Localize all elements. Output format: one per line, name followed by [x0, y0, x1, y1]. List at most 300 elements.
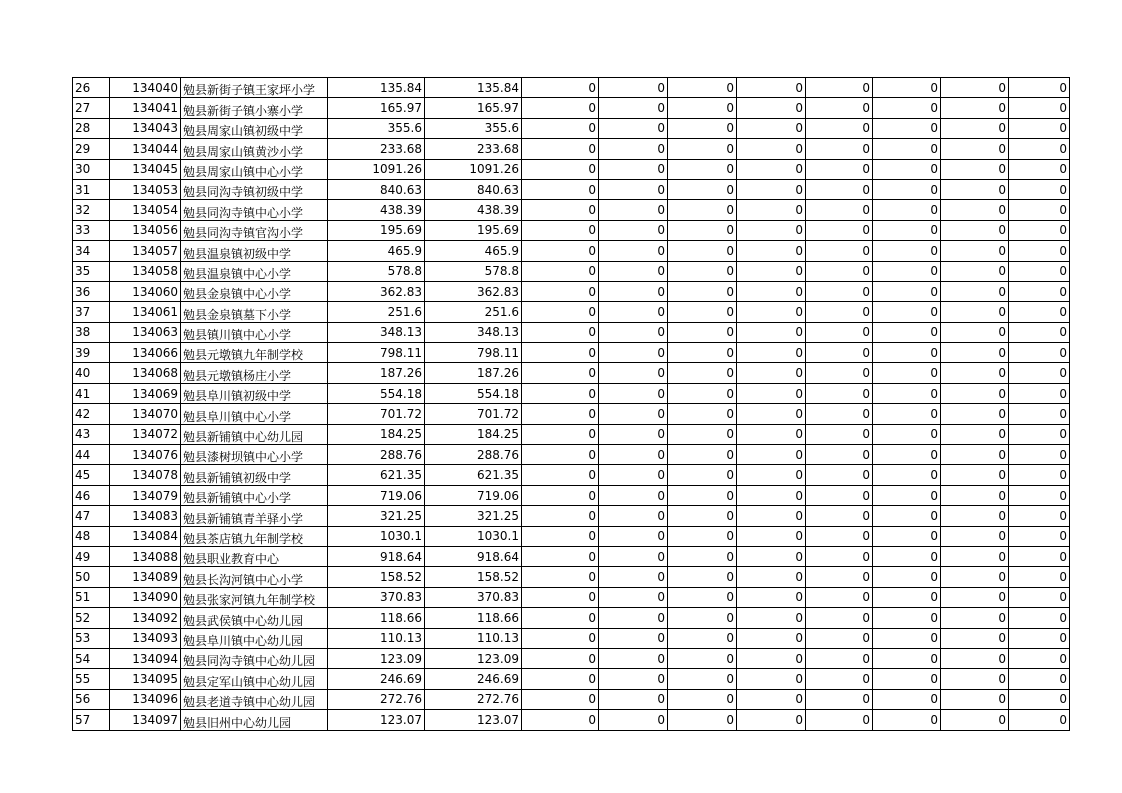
table-row — [73, 200, 1070, 220]
unit-code-cell: 134072 — [110, 424, 181, 444]
amount-col-3-cell: 0 — [668, 383, 737, 403]
amount-total-cell: 798.11 — [328, 343, 425, 363]
amount-col-3-cell: 0 — [668, 689, 737, 709]
amount-col-1-cell: 0 — [522, 159, 599, 179]
amount-subtotal-cell: 272.76 — [425, 689, 522, 709]
unit-code-cell: 134060 — [110, 281, 181, 301]
amount-subtotal-cell: 1091.26 — [425, 159, 522, 179]
amount-col-4-cell: 0 — [737, 220, 806, 240]
row-index-cell: 38 — [73, 322, 110, 342]
unit-name-cell: 勉县元墩镇杨庄小学 — [181, 363, 328, 383]
amount-col-2-cell: 0 — [599, 322, 668, 342]
row-index-cell: 53 — [73, 628, 110, 648]
amount-col-7-cell: 0 — [941, 78, 1009, 98]
amount-subtotal-cell: 554.18 — [425, 383, 522, 403]
table-row — [73, 485, 1070, 505]
unit-name-cell: 勉县张家河镇九年制学校 — [181, 587, 328, 607]
amount-col-7-cell: 0 — [941, 710, 1009, 730]
amount-col-4-cell: 0 — [737, 567, 806, 587]
amount-col-5-cell: 0 — [806, 506, 873, 526]
amount-col-1-cell: 0 — [522, 546, 599, 566]
unit-name-cell: 勉县同沟寺镇中心小学 — [181, 200, 328, 220]
amount-col-5-cell: 0 — [806, 241, 873, 261]
amount-total-cell: 288.76 — [328, 445, 425, 465]
amount-col-1-cell: 0 — [522, 322, 599, 342]
amount-col-4-cell: 0 — [737, 363, 806, 383]
amount-col-6-cell: 0 — [873, 383, 941, 403]
amount-col-5-cell: 0 — [806, 445, 873, 465]
amount-col-3-cell: 0 — [668, 669, 737, 689]
amount-col-5-cell: 0 — [806, 200, 873, 220]
amount-col-2-cell: 0 — [599, 200, 668, 220]
amount-col-6-cell: 0 — [873, 179, 941, 199]
table-row — [73, 139, 1070, 159]
unit-name-cell: 勉县温泉镇初级中学 — [181, 241, 328, 261]
amount-col-7-cell: 0 — [941, 281, 1009, 301]
table-row — [73, 648, 1070, 668]
amount-col-1-cell: 0 — [522, 628, 599, 648]
amount-subtotal-cell: 158.52 — [425, 567, 522, 587]
amount-subtotal-cell: 135.84 — [425, 78, 522, 98]
amount-col-7-cell: 0 — [941, 506, 1009, 526]
unit-code-cell: 134054 — [110, 200, 181, 220]
unit-name-cell: 勉县新铺镇青羊驿小学 — [181, 506, 328, 526]
unit-code-cell: 134069 — [110, 383, 181, 403]
row-index-cell: 33 — [73, 220, 110, 240]
amount-col-6-cell: 0 — [873, 546, 941, 566]
amount-col-3-cell: 0 — [668, 139, 737, 159]
amount-col-1-cell: 0 — [522, 669, 599, 689]
unit-name-cell: 勉县旧州中心幼儿园 — [181, 710, 328, 730]
row-index-cell: 52 — [73, 608, 110, 628]
amount-col-7-cell: 0 — [941, 261, 1009, 281]
amount-col-6-cell: 0 — [873, 159, 941, 179]
amount-col-3-cell: 0 — [668, 465, 737, 485]
amount-col-2-cell: 0 — [599, 281, 668, 301]
row-index-cell: 44 — [73, 445, 110, 465]
amount-col-3-cell: 0 — [668, 404, 737, 424]
amount-col-4-cell: 0 — [737, 159, 806, 179]
amount-col-1-cell: 0 — [522, 608, 599, 628]
unit-name-cell: 勉县职业教育中心 — [181, 546, 328, 566]
table-row — [73, 261, 1070, 281]
amount-subtotal-cell: 578.8 — [425, 261, 522, 281]
amount-subtotal-cell: 362.83 — [425, 281, 522, 301]
amount-total-cell: 110.13 — [328, 628, 425, 648]
amount-col-6-cell: 0 — [873, 648, 941, 668]
amount-col-4-cell: 0 — [737, 485, 806, 505]
amount-col-7-cell: 0 — [941, 98, 1009, 118]
amount-col-3-cell: 0 — [668, 159, 737, 179]
amount-col-3-cell: 0 — [668, 241, 737, 261]
amount-col-2-cell: 0 — [599, 567, 668, 587]
amount-col-8-cell: 0 — [1009, 424, 1070, 444]
amount-col-6-cell: 0 — [873, 241, 941, 261]
amount-col-2-cell: 0 — [599, 445, 668, 465]
amount-total-cell: 158.52 — [328, 567, 425, 587]
row-index-cell: 40 — [73, 363, 110, 383]
amount-col-4-cell: 0 — [737, 241, 806, 261]
amount-col-8-cell: 0 — [1009, 628, 1070, 648]
table-row — [73, 445, 1070, 465]
amount-col-1-cell: 0 — [522, 424, 599, 444]
amount-col-4-cell: 0 — [737, 139, 806, 159]
unit-name-cell: 勉县周家山镇初级中学 — [181, 118, 328, 138]
amount-col-5-cell: 0 — [806, 710, 873, 730]
amount-col-5-cell: 0 — [806, 608, 873, 628]
amount-subtotal-cell: 348.13 — [425, 322, 522, 342]
amount-col-5-cell: 0 — [806, 485, 873, 505]
amount-col-6-cell: 0 — [873, 404, 941, 424]
amount-total-cell: 621.35 — [328, 465, 425, 485]
amount-col-3-cell: 0 — [668, 281, 737, 301]
amount-col-7-cell: 0 — [941, 485, 1009, 505]
amount-total-cell: 272.76 — [328, 689, 425, 709]
amount-col-7-cell: 0 — [941, 383, 1009, 403]
amount-col-4-cell: 0 — [737, 98, 806, 118]
amount-total-cell: 195.69 — [328, 220, 425, 240]
amount-col-2-cell: 0 — [599, 628, 668, 648]
amount-col-8-cell: 0 — [1009, 241, 1070, 261]
unit-name-cell: 勉县新铺镇初级中学 — [181, 465, 328, 485]
amount-col-8-cell: 0 — [1009, 669, 1070, 689]
unit-name-cell: 勉县新铺镇中心小学 — [181, 485, 328, 505]
amount-col-4-cell: 0 — [737, 445, 806, 465]
amount-col-3-cell: 0 — [668, 220, 737, 240]
amount-col-7-cell: 0 — [941, 546, 1009, 566]
amount-col-8-cell: 0 — [1009, 546, 1070, 566]
amount-col-4-cell: 0 — [737, 465, 806, 485]
amount-col-6-cell: 0 — [873, 281, 941, 301]
unit-code-cell: 134070 — [110, 404, 181, 424]
amount-col-6-cell: 0 — [873, 261, 941, 281]
amount-col-1-cell: 0 — [522, 587, 599, 607]
unit-code-cell: 134040 — [110, 78, 181, 98]
row-index-cell: 49 — [73, 546, 110, 566]
amount-col-1-cell: 0 — [522, 179, 599, 199]
unit-code-cell: 134043 — [110, 118, 181, 138]
unit-code-cell: 134090 — [110, 587, 181, 607]
unit-code-cell: 134066 — [110, 343, 181, 363]
row-index-cell: 42 — [73, 404, 110, 424]
amount-col-8-cell: 0 — [1009, 587, 1070, 607]
amount-col-7-cell: 0 — [941, 669, 1009, 689]
amount-col-8-cell: 0 — [1009, 261, 1070, 281]
amount-col-8-cell: 0 — [1009, 78, 1070, 98]
row-index-cell: 29 — [73, 139, 110, 159]
amount-col-5-cell: 0 — [806, 261, 873, 281]
amount-col-8-cell: 0 — [1009, 220, 1070, 240]
unit-code-cell: 134045 — [110, 159, 181, 179]
amount-col-7-cell: 0 — [941, 404, 1009, 424]
amount-col-1-cell: 0 — [522, 404, 599, 424]
amount-col-6-cell: 0 — [873, 710, 941, 730]
amount-col-7-cell: 0 — [941, 200, 1009, 220]
amount-col-5-cell: 0 — [806, 78, 873, 98]
amount-col-2-cell: 0 — [599, 179, 668, 199]
table-row — [73, 587, 1070, 607]
table-row — [73, 710, 1070, 730]
amount-total-cell: 187.26 — [328, 363, 425, 383]
amount-col-2-cell: 0 — [599, 78, 668, 98]
unit-code-cell: 134088 — [110, 546, 181, 566]
amount-col-4-cell: 0 — [737, 506, 806, 526]
amount-col-4-cell: 0 — [737, 608, 806, 628]
amount-col-5-cell: 0 — [806, 98, 873, 118]
amount-subtotal-cell: 438.39 — [425, 200, 522, 220]
amount-col-1-cell: 0 — [522, 200, 599, 220]
amount-col-8-cell: 0 — [1009, 648, 1070, 668]
unit-name-cell: 勉县武侯镇中心幼儿园 — [181, 608, 328, 628]
amount-total-cell: 701.72 — [328, 404, 425, 424]
amount-col-2-cell: 0 — [599, 424, 668, 444]
amount-subtotal-cell: 701.72 — [425, 404, 522, 424]
amount-col-1-cell: 0 — [522, 710, 599, 730]
amount-subtotal-cell: 719.06 — [425, 485, 522, 505]
unit-code-cell: 134063 — [110, 322, 181, 342]
row-index-cell: 47 — [73, 506, 110, 526]
amount-col-1-cell: 0 — [522, 98, 599, 118]
row-index-cell: 31 — [73, 179, 110, 199]
amount-total-cell: 321.25 — [328, 506, 425, 526]
amount-subtotal-cell: 840.63 — [425, 179, 522, 199]
amount-col-5-cell: 0 — [806, 159, 873, 179]
amount-col-7-cell: 0 — [941, 241, 1009, 261]
amount-col-5-cell: 0 — [806, 648, 873, 668]
amount-col-8-cell: 0 — [1009, 710, 1070, 730]
amount-total-cell: 578.8 — [328, 261, 425, 281]
amount-col-7-cell: 0 — [941, 567, 1009, 587]
amount-col-4-cell: 0 — [737, 179, 806, 199]
amount-col-7-cell: 0 — [941, 445, 1009, 465]
row-index-cell: 57 — [73, 710, 110, 730]
table-row — [73, 669, 1070, 689]
table-row — [73, 322, 1070, 342]
amount-col-4-cell: 0 — [737, 546, 806, 566]
amount-col-5-cell: 0 — [806, 669, 873, 689]
unit-code-cell: 134095 — [110, 669, 181, 689]
amount-col-4-cell: 0 — [737, 322, 806, 342]
table-row — [73, 159, 1070, 179]
table-row — [73, 506, 1070, 526]
amount-col-8-cell: 0 — [1009, 485, 1070, 505]
table-row — [73, 404, 1070, 424]
unit-name-cell: 勉县金泉镇中心小学 — [181, 281, 328, 301]
unit-code-cell: 134044 — [110, 139, 181, 159]
amount-col-8-cell: 0 — [1009, 281, 1070, 301]
amount-col-8-cell: 0 — [1009, 302, 1070, 322]
row-index-cell: 35 — [73, 261, 110, 281]
amount-col-3-cell: 0 — [668, 567, 737, 587]
amount-col-7-cell: 0 — [941, 628, 1009, 648]
amount-col-7-cell: 0 — [941, 343, 1009, 363]
amount-total-cell: 348.13 — [328, 322, 425, 342]
amount-col-3-cell: 0 — [668, 363, 737, 383]
amount-total-cell: 465.9 — [328, 241, 425, 261]
unit-name-cell: 勉县周家山镇中心小学 — [181, 159, 328, 179]
row-index-cell: 26 — [73, 78, 110, 98]
unit-code-cell: 134089 — [110, 567, 181, 587]
amount-col-7-cell: 0 — [941, 608, 1009, 628]
amount-col-5-cell: 0 — [806, 628, 873, 648]
row-index-cell: 41 — [73, 383, 110, 403]
amount-col-6-cell: 0 — [873, 118, 941, 138]
amount-col-3-cell: 0 — [668, 78, 737, 98]
amount-col-4-cell: 0 — [737, 281, 806, 301]
amount-col-8-cell: 0 — [1009, 383, 1070, 403]
amount-col-3-cell: 0 — [668, 200, 737, 220]
amount-col-8-cell: 0 — [1009, 445, 1070, 465]
amount-col-5-cell: 0 — [806, 567, 873, 587]
row-index-cell: 45 — [73, 465, 110, 485]
row-index-cell: 43 — [73, 424, 110, 444]
amount-col-7-cell: 0 — [941, 689, 1009, 709]
amount-subtotal-cell: 465.9 — [425, 241, 522, 261]
row-index-cell: 55 — [73, 669, 110, 689]
unit-name-cell: 勉县茶店镇九年制学校 — [181, 526, 328, 546]
amount-col-2-cell: 0 — [599, 98, 668, 118]
amount-subtotal-cell: 123.09 — [425, 648, 522, 668]
table-row — [73, 302, 1070, 322]
amount-col-2-cell: 0 — [599, 404, 668, 424]
amount-col-3-cell: 0 — [668, 179, 737, 199]
amount-col-1-cell: 0 — [522, 78, 599, 98]
table-row — [73, 628, 1070, 648]
unit-name-cell: 勉县镇川镇中心小学 — [181, 322, 328, 342]
amount-col-8-cell: 0 — [1009, 118, 1070, 138]
table-body — [73, 78, 1070, 731]
amount-col-3-cell: 0 — [668, 648, 737, 668]
amount-col-2-cell: 0 — [599, 608, 668, 628]
amount-col-5-cell: 0 — [806, 546, 873, 566]
amount-col-6-cell: 0 — [873, 485, 941, 505]
amount-col-8-cell: 0 — [1009, 343, 1070, 363]
amount-subtotal-cell: 321.25 — [425, 506, 522, 526]
amount-col-2-cell: 0 — [599, 383, 668, 403]
amount-col-1-cell: 0 — [522, 363, 599, 383]
row-index-cell: 30 — [73, 159, 110, 179]
unit-name-cell: 勉县阜川镇中心幼儿园 — [181, 628, 328, 648]
table-row — [73, 118, 1070, 138]
row-index-cell: 39 — [73, 343, 110, 363]
data-table — [72, 77, 1070, 731]
amount-total-cell: 719.06 — [328, 485, 425, 505]
amount-subtotal-cell: 246.69 — [425, 669, 522, 689]
amount-total-cell: 246.69 — [328, 669, 425, 689]
amount-col-7-cell: 0 — [941, 363, 1009, 383]
amount-col-8-cell: 0 — [1009, 200, 1070, 220]
amount-col-2-cell: 0 — [599, 689, 668, 709]
amount-total-cell: 918.64 — [328, 546, 425, 566]
amount-subtotal-cell: 118.66 — [425, 608, 522, 628]
amount-col-1-cell: 0 — [522, 465, 599, 485]
amount-col-1-cell: 0 — [522, 506, 599, 526]
unit-name-cell: 勉县同沟寺镇初级中学 — [181, 179, 328, 199]
amount-total-cell: 438.39 — [328, 200, 425, 220]
amount-col-7-cell: 0 — [941, 159, 1009, 179]
amount-col-6-cell: 0 — [873, 465, 941, 485]
amount-col-6-cell: 0 — [873, 98, 941, 118]
amount-col-2-cell: 0 — [599, 159, 668, 179]
amount-col-3-cell: 0 — [668, 587, 737, 607]
table-row — [73, 98, 1070, 118]
unit-name-cell: 勉县定军山镇中心幼儿园 — [181, 669, 328, 689]
amount-subtotal-cell: 1030.1 — [425, 526, 522, 546]
amount-subtotal-cell: 251.6 — [425, 302, 522, 322]
unit-code-cell: 134053 — [110, 179, 181, 199]
amount-subtotal-cell: 288.76 — [425, 445, 522, 465]
amount-col-6-cell: 0 — [873, 220, 941, 240]
amount-col-1-cell: 0 — [522, 689, 599, 709]
unit-name-cell: 勉县长沟河镇中心小学 — [181, 567, 328, 587]
amount-total-cell: 118.66 — [328, 608, 425, 628]
amount-total-cell: 251.6 — [328, 302, 425, 322]
amount-subtotal-cell: 621.35 — [425, 465, 522, 485]
unit-code-cell: 134083 — [110, 506, 181, 526]
amount-col-3-cell: 0 — [668, 526, 737, 546]
amount-col-6-cell: 0 — [873, 139, 941, 159]
amount-col-2-cell: 0 — [599, 261, 668, 281]
amount-col-3-cell: 0 — [668, 445, 737, 465]
amount-subtotal-cell: 110.13 — [425, 628, 522, 648]
amount-total-cell: 123.09 — [328, 648, 425, 668]
row-index-cell: 54 — [73, 648, 110, 668]
amount-col-4-cell: 0 — [737, 343, 806, 363]
amount-col-1-cell: 0 — [522, 383, 599, 403]
amount-col-4-cell: 0 — [737, 648, 806, 668]
unit-code-cell: 134078 — [110, 465, 181, 485]
unit-name-cell: 勉县同沟寺镇中心幼儿园 — [181, 648, 328, 668]
amount-total-cell: 135.84 — [328, 78, 425, 98]
row-index-cell: 46 — [73, 485, 110, 505]
amount-subtotal-cell: 798.11 — [425, 343, 522, 363]
amount-col-4-cell: 0 — [737, 118, 806, 138]
amount-col-2-cell: 0 — [599, 465, 668, 485]
amount-col-8-cell: 0 — [1009, 506, 1070, 526]
amount-col-1-cell: 0 — [522, 526, 599, 546]
amount-col-4-cell: 0 — [737, 261, 806, 281]
amount-col-8-cell: 0 — [1009, 526, 1070, 546]
row-index-cell: 56 — [73, 689, 110, 709]
row-index-cell: 28 — [73, 118, 110, 138]
table-row — [73, 363, 1070, 383]
unit-name-cell: 勉县新街子镇小寨小学 — [181, 98, 328, 118]
unit-name-cell: 勉县新街子镇王家坪小学 — [181, 78, 328, 98]
amount-col-1-cell: 0 — [522, 281, 599, 301]
amount-subtotal-cell: 165.97 — [425, 98, 522, 118]
amount-col-6-cell: 0 — [873, 608, 941, 628]
amount-col-1-cell: 0 — [522, 220, 599, 240]
amount-col-6-cell: 0 — [873, 322, 941, 342]
amount-col-6-cell: 0 — [873, 78, 941, 98]
amount-col-3-cell: 0 — [668, 424, 737, 444]
table-row — [73, 179, 1070, 199]
unit-name-cell: 勉县周家山镇黄沙小学 — [181, 139, 328, 159]
amount-col-8-cell: 0 — [1009, 179, 1070, 199]
amount-col-1-cell: 0 — [522, 118, 599, 138]
amount-col-3-cell: 0 — [668, 485, 737, 505]
row-index-cell: 50 — [73, 567, 110, 587]
amount-col-6-cell: 0 — [873, 506, 941, 526]
amount-subtotal-cell: 187.26 — [425, 363, 522, 383]
table-row — [73, 343, 1070, 363]
amount-col-4-cell: 0 — [737, 424, 806, 444]
amount-col-6-cell: 0 — [873, 363, 941, 383]
amount-col-3-cell: 0 — [668, 322, 737, 342]
unit-name-cell: 勉县温泉镇中心小学 — [181, 261, 328, 281]
amount-col-1-cell: 0 — [522, 567, 599, 587]
amount-col-2-cell: 0 — [599, 669, 668, 689]
